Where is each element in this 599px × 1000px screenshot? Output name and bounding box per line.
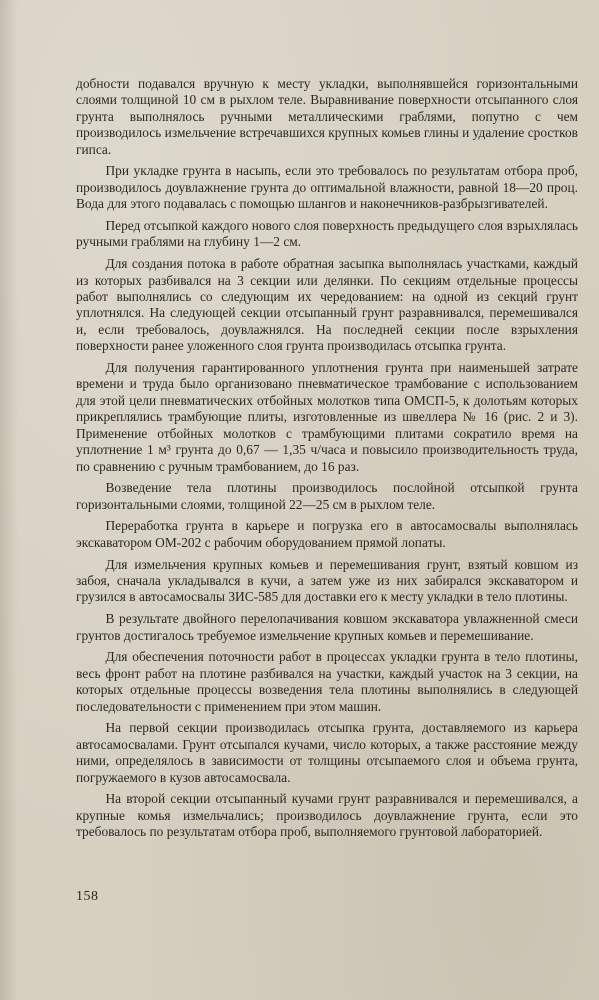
- paragraph: Для получения гарантированного уплотнения грунта при наименьшей затрате времени и труда было организовано пневматическое трамбование с использованием для этой цели пневматических отбойных молотков типа ОМСП-5, к долотьям которых прикреплялись трамбующие плиты, изготовленные из швеллера № 16 (рис. 2 и 3). Применение отбойных молотков с трамбующими плитами сократило время на уплотнение 1 м³ грунта до 0,67 — 1,35 ч/часа и повысило производительность труда, по сравнению с ручным трамбованием, до 16 раз.: [76, 360, 578, 474]
- paragraph: Перед отсыпкой каждого нового слоя поверхность предыдущего слоя взрыхлялась ручными граблями на глубину 1—2 см.: [76, 218, 578, 250]
- page-edge-shadow: [0, 0, 18, 1000]
- paragraph: Возведение тела плотины производилось послойной отсыпкой грунта горизонтальными слоями, толщиной 22—25 см в рыхлом теле.: [76, 480, 578, 512]
- paragraph: На первой секции производилась отсыпка грунта, доставляемого из карьера автосамосвалами. Грунт отсыпался кучами, число которых, а также расстояние между ними, определялось в зависимости от толщины отсыпаемого слоя и объема грунта, погружаемого в кузов автосамосвала.: [76, 720, 578, 785]
- paragraph: На второй секции отсыпанный кучами грунт разравнивался и перемешивался, а крупные комья измельчались; производилось доувлажнение грунта, если это требовалось по результатам отбора проб, выполняемого грунтовой лабораторией.: [76, 791, 578, 840]
- paragraph: Для обеспечения поточности работ в процессах укладки грунта в тело плотины, весь фронт работ на плотине разбивался на участки, каждый участок на 3 секции, на которых отдельные процессы возведения тела плотины выполнялись в следующей последовательности с применением при этом машин.: [76, 649, 578, 714]
- paragraph: Для создания потока в работе обратная засыпка выполнялась участками, каждый из которых разбивался на 3 секции или делянки. По секциям отдельные процессы работ выполнялись со следующим их чередованием: на одной из секций грунт уплотнялся. На следующей секции отсыпанный грунт разравнивался, перемешивался и, если требовалось, доувлажнялся. На последней секции после взрыхления поверхности ранее уложенного слоя грунта производилась отсыпка грунта.: [76, 256, 578, 354]
- paragraph: При укладке грунта в насыпь, если это требовалось по результатам отбора проб, производилось доувлажнение грунта до оптимальной влажности, равной 18—20 проц. Вода для этого подавалась с помощью шлангов и наконечников-разбрызгивателей.: [76, 163, 578, 212]
- paragraph: добности подавался вручную к месту укладки, выполнявшейся горизонтальными слоями толщиной 10 см в рыхлом теле. Выравнивание поверхности отсыпанного слоя грунта выполнялось ручными металлическими граблями, попутно с чем производилось измельчение встречавшихся крупных комьев глины и удаление сростков гипса.: [76, 76, 578, 157]
- paragraph: Переработка грунта в карьере и погрузка его в автосамосвалы выполнялась экскаватором ОМ-202 с рабочим оборудованием прямой лопаты.: [76, 518, 578, 550]
- body-text: [76, 76, 578, 846]
- paragraph: В результате двойного перелопачивания ковшом экскаватора увлажненной смеси грунтов достигалось требуемое измельчение крупных комьев и перемешивание.: [76, 611, 578, 643]
- page-number: 158: [76, 889, 99, 904]
- paragraph: Для измельчения крупных комьев и перемешивания грунт, взятый ковшом из забоя, сначала укладывался в кучи, а затем уже из них забирался экскаватором и грузился в автосамосвалы ЗИС-585 для доставки его к месту укладки в тело плотины.: [76, 556, 578, 605]
